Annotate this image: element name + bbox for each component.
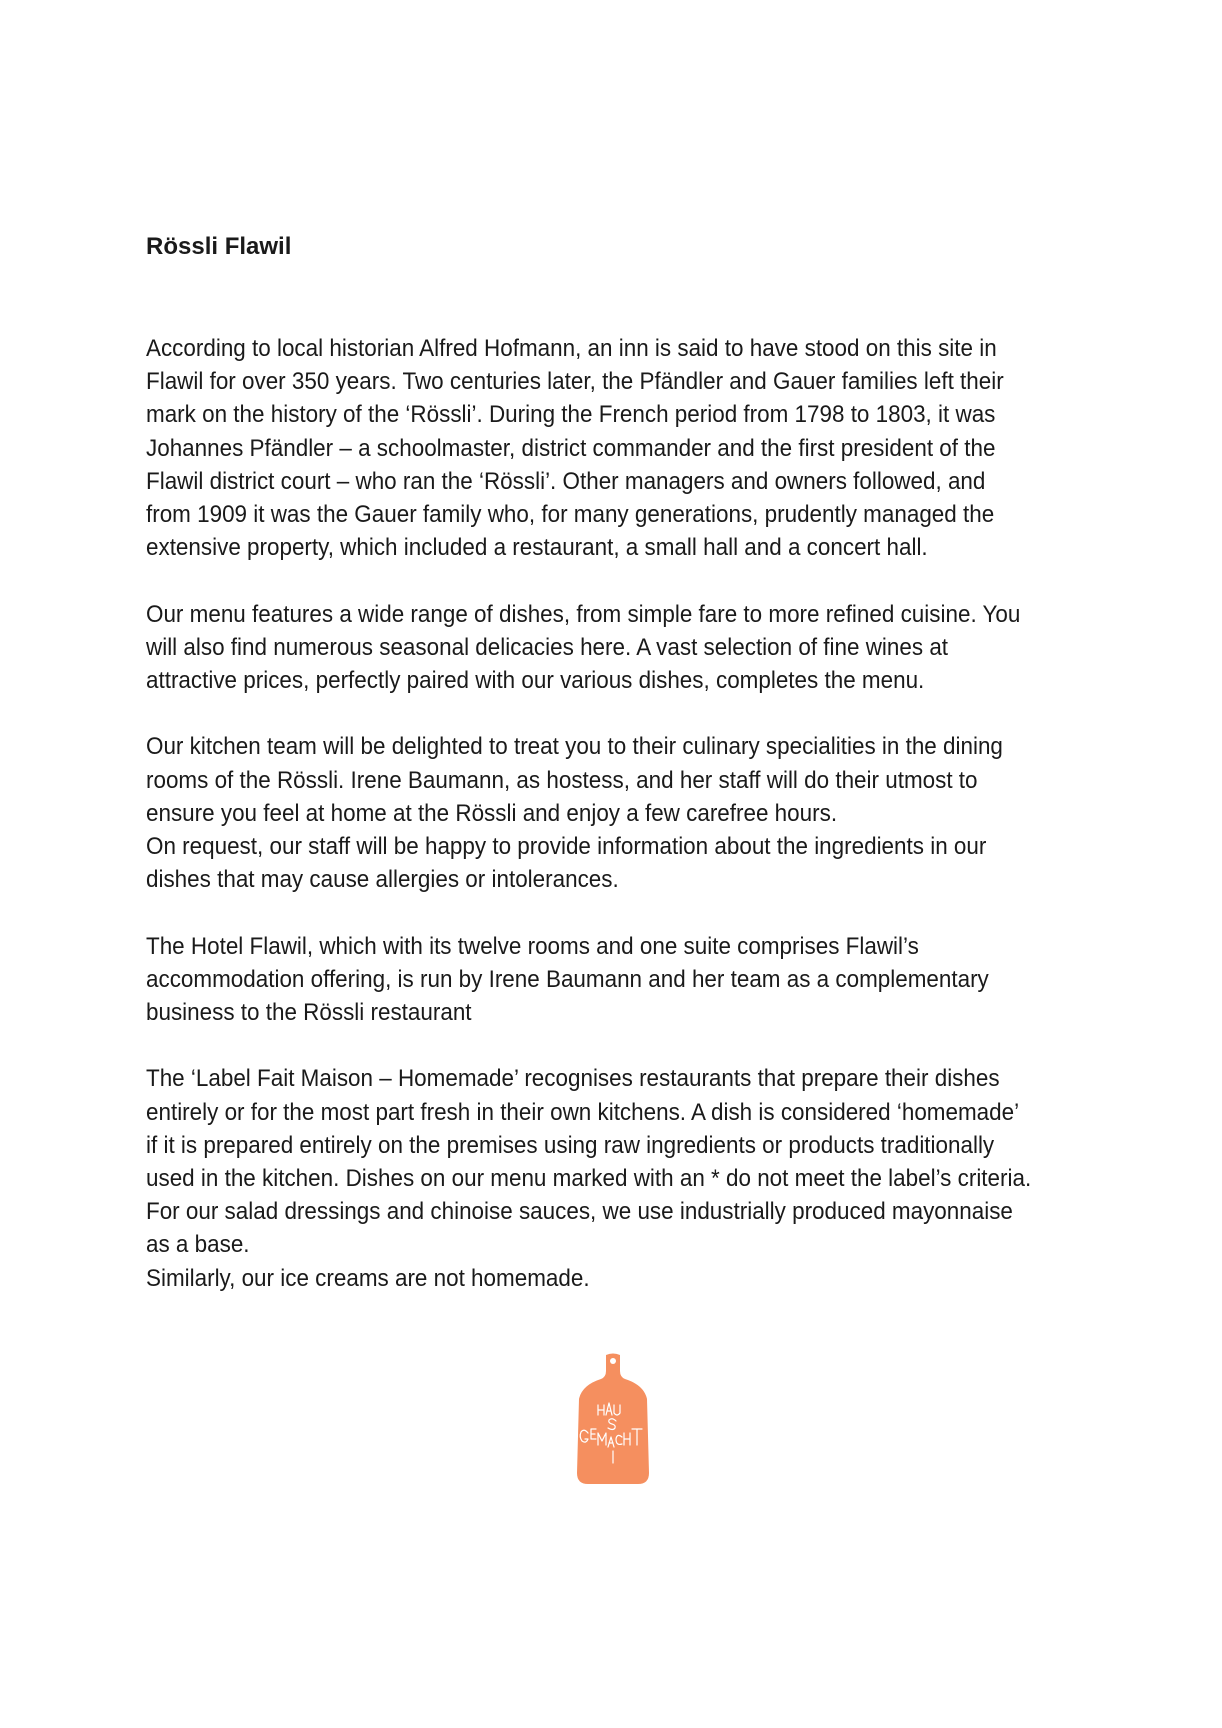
text-line: On request, our staff will be happy to provide information about the ingredients in our xyxy=(146,833,987,861)
text-line: According to local historian Alfred Hofmann, an inn is said to have stood on this site in xyxy=(146,335,997,362)
text-line: The ‘Label Fait Maison – Homemade’ recognises restaurants that prepare their dishes xyxy=(146,1065,1000,1093)
text-line: mark on the history of the ‘Rössli’. During the French period from 1798 to 1803, it was xyxy=(146,401,996,429)
text-line: Our menu features a wide range of dishes, from simple fare to more refined cuisine. You xyxy=(146,600,1021,628)
document-body xyxy=(146,332,1032,1295)
text-line: For our salad dressings and chinoise sauces, we use industrially produced mayonnaise xyxy=(146,1198,1013,1226)
text-line: Flawil district court – who ran the ‘Rössli’. Other managers and owners followed, and xyxy=(146,467,986,495)
text-line: attractive prices, perfectly paired with our various dishes, completes the menu. xyxy=(146,667,925,695)
board-hanging-hole xyxy=(610,1358,616,1364)
text-line: extensive property, which included a restaurant, a small hall and a concert hall. xyxy=(146,534,928,562)
paragraph xyxy=(146,1062,1032,1294)
text-line: accommodation offering, is run by Irene Baumann and her team as a complementary xyxy=(146,965,989,993)
text-line: if it is prepared entirely on the premises using raw ingredients or products traditionally xyxy=(146,1131,995,1159)
paragraph xyxy=(146,332,1025,564)
paragraph xyxy=(146,930,1025,1030)
text-line: business to the Rössli restaurant xyxy=(146,999,472,1027)
text-line: as a base. xyxy=(146,1231,250,1259)
text-line: The Hotel Flawil, which with its twelve rooms and one suite comprises Flawil’s xyxy=(146,932,919,960)
text-line: entirely or for the most part fresh in their own kitchens. A dish is considered ‘homemade’ xyxy=(146,1098,1020,1126)
page-title: Rössli Flawil xyxy=(146,233,292,260)
text-line: dishes that may cause allergies or intolerances. xyxy=(146,866,619,894)
text-line: Johannes Pfändler – a schoolmaster, district commander and the first president of the xyxy=(146,434,996,462)
text-line: used in the kitchen. Dishes on our menu marked with an * do not meet the label’s criteria. xyxy=(146,1165,1032,1193)
text-line: Our kitchen team will be delighted to treat you to their culinary specialities in the dining xyxy=(146,733,1003,761)
text-line: rooms of the Rössli. Irene Baumann, as hostess, and her staff will do their utmost to xyxy=(146,766,978,794)
hausgemacht-cutting-board-icon xyxy=(576,1353,650,1485)
paragraph xyxy=(146,598,1025,698)
text-line: from 1909 it was the Gauer family who, for many generations, prudently managed the xyxy=(146,501,995,529)
text-line: Similarly, our ice creams are not homemade. xyxy=(146,1264,590,1292)
text-line: ensure you feel at home at the Rössli and enjoy a few carefree hours. xyxy=(146,799,838,827)
text-line: will also find numerous seasonal delicacies here. A vast selection of fine wines at xyxy=(146,633,949,661)
paragraph xyxy=(146,730,1025,896)
text-line: Flawil for over 350 years. Two centuries later, the Pfändler and Gauer families left their xyxy=(146,368,1004,396)
